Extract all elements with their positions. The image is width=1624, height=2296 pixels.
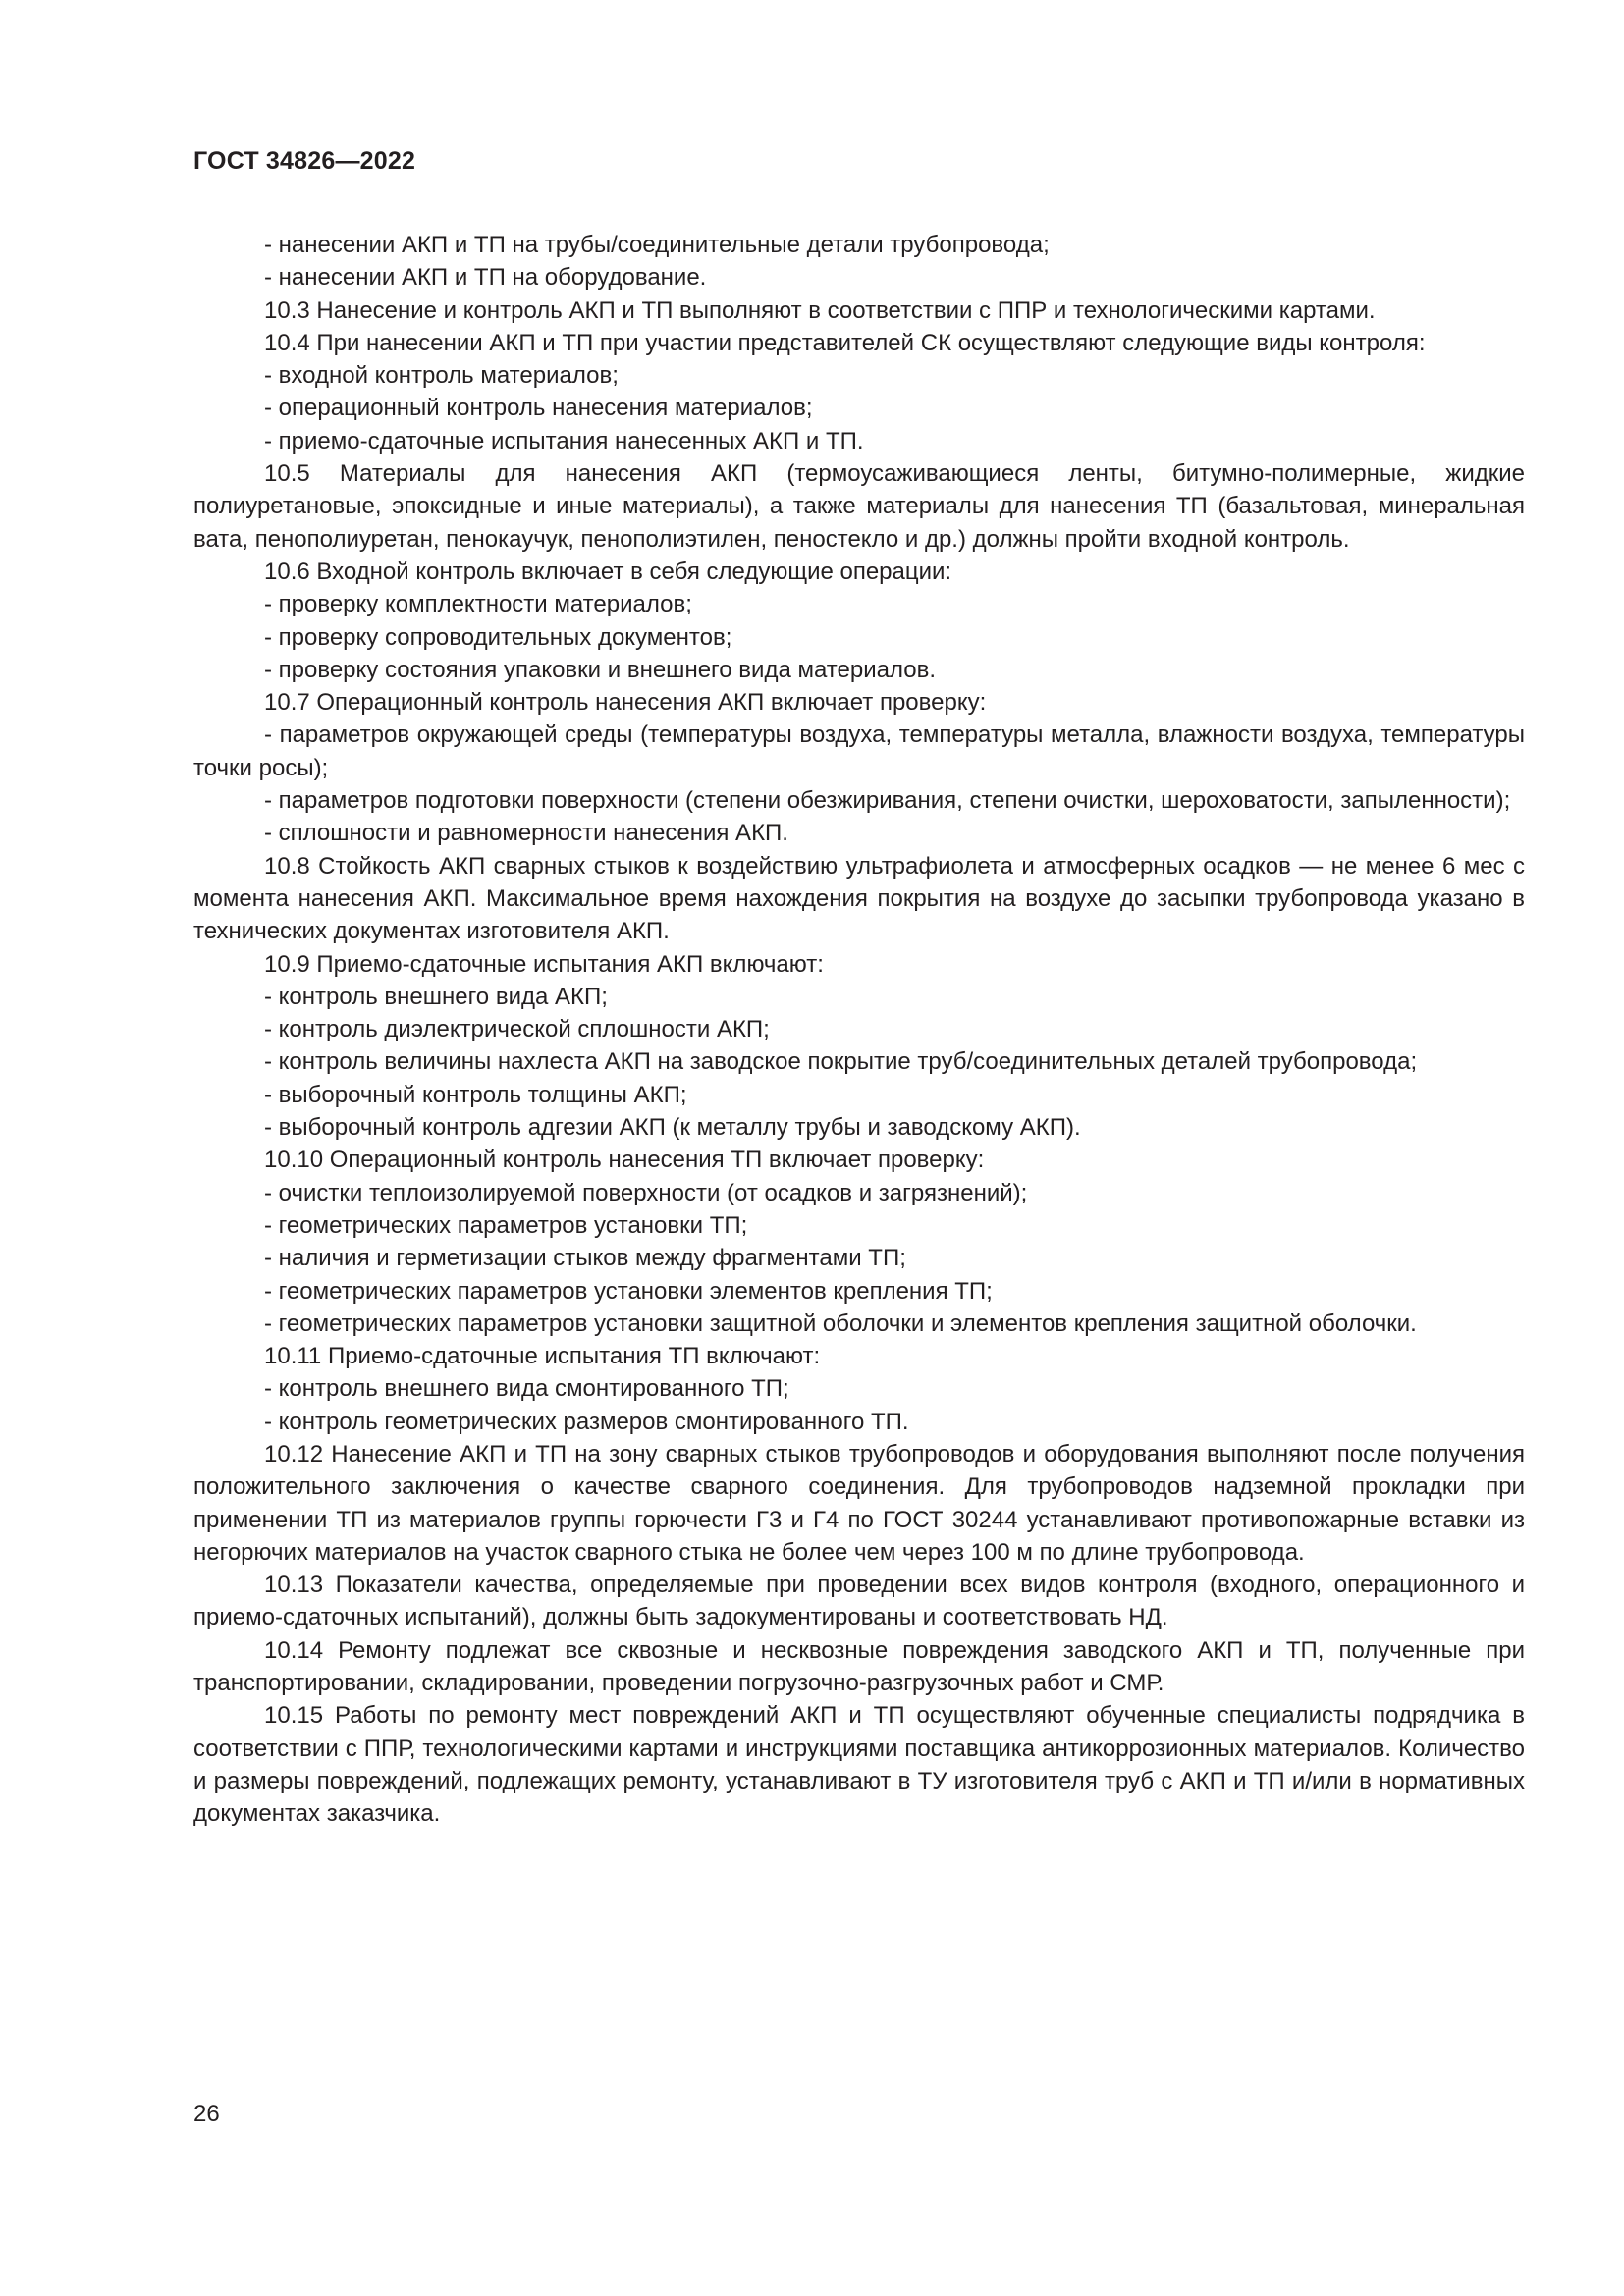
clause-10-13: 10.13 Показатели качества, определяемые при проведении всех видов контроля (входного, операционного и приемо-сдаточных испытаний), должны быть задокументированы и соответствовать НД. — [193, 1572, 1525, 1631]
list-item: - геометрических параметров установки элементов крепления ТП; — [264, 1277, 993, 1305]
list-item: - очистки теплоизолируемой поверхности (от осадков и загрязнений); — [264, 1179, 1028, 1206]
list-item: - нанесении АКП и ТП на оборудование. — [264, 264, 707, 292]
clause-10-6: 10.6 Входной контроль включает в себя следующие операции: — [264, 558, 952, 585]
list-item: - приемо-сдаточные испытания нанесенных АКП и ТП. — [264, 427, 864, 454]
list-item: - проверку сопроводительных документов; — [264, 623, 732, 651]
list-item: - геометрических параметров установки защитной оболочки и элементов крепления защитной оболочки. — [264, 1309, 1417, 1337]
page-body — [193, 229, 1525, 1831]
list-item: - контроль геометрических размеров смонтированного ТП. — [264, 1408, 909, 1435]
list-item: - контроль внешнего вида смонтированного ТП; — [264, 1375, 789, 1403]
list-item: - контроль величины нахлеста АКП на заводское покрытие труб/соединительных деталей трубопровода; — [264, 1048, 1418, 1076]
list-item: - контроль диэлектрической сплошности АКП; — [264, 1016, 770, 1043]
clause-10-14: 10.14 Ремонту подлежат все сквозные и несквозные повреждения заводского АКП и ТП, полученные при транспортировании, складировании, проведении погрузочно-разгрузочных работ и СМР. — [193, 1636, 1525, 1697]
clause-10-12: 10.12 Нанесение АКП и ТП на зону сварных стыков трубопроводов и оборудования выполняют после получения положительного заключения о качестве сварного соединения. Для трубопроводов надземной прокладки при применении ТП из материалов группы горючести Г3 и Г4 по ГОСТ 30244 устанавливают противопожарные вставки из негорючих материалов на участок сварного стыка не более чем через 100 м по длине трубопровода. — [193, 1440, 1525, 1566]
list-item: - проверку комплектности материалов; — [264, 591, 692, 618]
clause-10-9: 10.9 Приемо-сдаточные испытания АКП включают: — [264, 950, 824, 978]
list-item: - параметров окружающей среды (температуры воздуха, температуры металла, влажности воздуха, температуры точки росы); — [193, 721, 1525, 781]
clause-10-4: 10.4 При нанесении АКП и ТП при участии представителей СК осуществляют следующие виды контроля: — [264, 329, 1426, 356]
list-item: - контроль внешнего вида АКП; — [264, 983, 608, 1010]
list-item: - параметров подготовки поверхности (степени обезжиривания, степени очистки, шероховатости, запыленности); — [264, 787, 1511, 815]
document-header: ГОСТ 34826—2022 — [193, 147, 416, 175]
clause-10-5: 10.5 Материалы для нанесения АКП (термоусаживающиеся ленты, битумно-полимерные, жидкие полиуретановые, эпоксидные и иные материалы), а также материалы для нанесения ТП (базальтовая, минеральная вата, пенополиуретан, пенокаучук, пенополиэтилен, пеностекло и др.) должны пройти входной контроль. — [193, 460, 1525, 553]
list-item: - выборочный контроль адгезии АКП (к металлу трубы и заводскому АКП). — [264, 1114, 1081, 1142]
page-number: 26 — [193, 2101, 220, 2127]
list-item: - сплошности и равномерности нанесения АКП. — [264, 820, 788, 847]
list-item: - нанесении АКП и ТП на трубы/соединительные детали трубопровода; — [264, 232, 1050, 258]
clause-10-7: 10.7 Операционный контроль нанесения АКП включает проверку: — [264, 689, 987, 717]
list-item: - выборочный контроль толщины АКП; — [264, 1081, 687, 1108]
clause-10-3: 10.3 Нанесение и контроль АКП и ТП выполняют в соответствии с ППР и технологическими картами. — [264, 296, 1376, 324]
clause-10-15: 10.15 Работы по ремонту мест повреждений АКП и ТП осуществляют обученные специалисты подрядчика в соответствии с ППР, технологическими картами и инструкциями поставщика антикоррозионных материалов. Количество и размеры повреждений, подлежащих ремонту, устанавливают в ТУ изготовителя труб с АКП и ТП и/или в нормативных документах заказчика. — [193, 1702, 1525, 1828]
clause-10-8: 10.8 Стойкость АКП сварных стыков к воздействию ультрафиолета и атмосферных осадков — не менее 6 мес с момента нанесения АКП. Максимальное время нахождения покрытия на воздухе до засыпки трубопровода указано в технических документах изготовителя АКП. — [193, 852, 1525, 945]
clause-10-10: 10.10 Операционный контроль нанесения ТП включает проверку: — [264, 1147, 985, 1174]
list-item: - операционный контроль нанесения материалов; — [264, 395, 813, 422]
list-item: - проверку состояния упаковки и внешнего вида материалов. — [264, 656, 936, 683]
list-item: - входной контроль материалов; — [264, 362, 619, 390]
clause-10-11: 10.11 Приемо-сдаточные испытания ТП включают: — [264, 1343, 821, 1370]
list-item: - наличия и герметизации стыков между фрагментами ТП; — [264, 1245, 906, 1272]
list-item: - геометрических параметров установки ТП; — [264, 1211, 748, 1239]
